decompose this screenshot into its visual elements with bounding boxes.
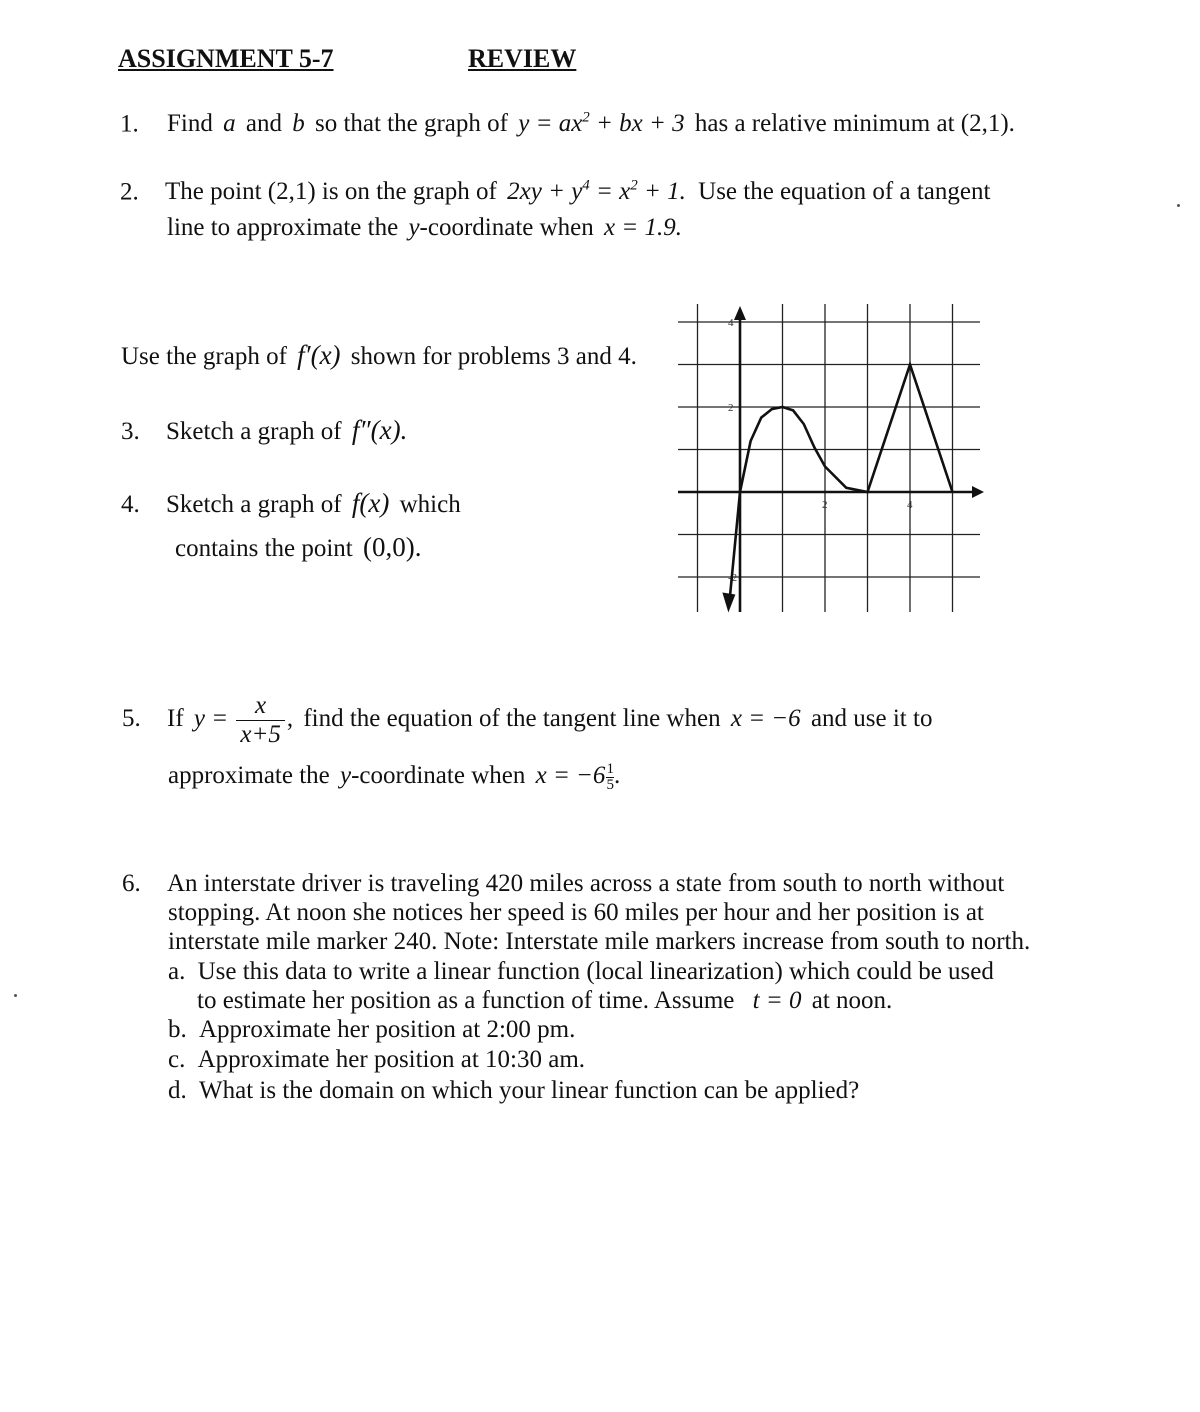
part-a-equation: t = 0	[752, 987, 802, 1014]
y-axis-arrow	[734, 306, 746, 320]
f-prime-curve	[729, 365, 952, 603]
problem-6d	[168, 1077, 859, 1105]
x-axis-arrow	[972, 486, 984, 498]
problem-2-x-value: x = 1.9.	[604, 214, 682, 241]
var-y: y	[408, 214, 420, 241]
assignment-title: ASSIGNMENT 5-7	[118, 44, 334, 73]
eq-part: 2xy + y	[507, 178, 583, 206]
mixed-denominator: 5	[606, 777, 614, 793]
problem-4-line-1	[121, 488, 461, 519]
problem-5-line-2	[168, 762, 620, 793]
eq-part: = x	[589, 178, 631, 206]
problem-6-line-1	[122, 870, 1004, 898]
problem-5-comma: ,	[286, 705, 294, 733]
problem-5-fraction	[236, 692, 284, 749]
mixed-numerator: 1	[606, 761, 614, 777]
problem-6a-line-1	[168, 958, 994, 986]
tick-labels	[728, 317, 913, 584]
problem-5-x2: x = −6	[535, 762, 606, 790]
problem-1-text-4: has a relative minimum at (2,1).	[694, 110, 1015, 138]
review-title: REVIEW	[468, 44, 577, 73]
graph-intro-text-1: Use the graph of	[121, 343, 287, 370]
problem-3	[121, 415, 407, 446]
part-a-label: a.	[168, 958, 186, 985]
eq-exponent: 2	[630, 178, 638, 194]
fraction-denominator: x+5	[240, 721, 281, 748]
problem-2-line-1	[120, 178, 990, 206]
problem-4-number: 4.	[121, 491, 140, 518]
mixed-fraction	[606, 762, 614, 793]
y-tick-label: 4	[728, 317, 734, 329]
f-double-prime-label: f″(x).	[351, 415, 408, 445]
eq-part: + 1.	[637, 178, 686, 206]
problem-4-line-2	[175, 532, 421, 563]
problem-6-number: 6.	[122, 870, 141, 897]
problem-3-number: 3.	[121, 418, 140, 445]
problem-6-text-1: An interstate driver is traveling 420 miles across a state from south to north without	[167, 870, 1005, 897]
var-a: a	[223, 110, 236, 138]
problem-4-text-2: which	[399, 491, 461, 518]
problem-1-text-3: so that the graph of	[314, 110, 508, 138]
part-c-label: c.	[168, 1046, 186, 1073]
problem-2-line-2-b: -coordinate when	[419, 214, 594, 241]
part-a-text-2: to estimate her position as a function of time. Assume	[197, 987, 735, 1014]
part-c-text: Approximate her position at 10:30 am.	[197, 1046, 586, 1073]
graph-intro-text-2: shown for problems 3 and 4.	[350, 343, 637, 370]
problem-1-text-1: Find	[167, 110, 213, 138]
problem-6a-line-2	[197, 987, 892, 1015]
problem-2-text-2: Use the equation of a tangent	[698, 178, 991, 206]
y-tick-label: 2	[728, 402, 734, 414]
var-y: y	[340, 762, 352, 790]
problem-5-y-eq: y =	[193, 705, 229, 733]
eq-part: + bx + 3	[589, 110, 685, 138]
f-prime-label: f′(x)	[297, 340, 341, 370]
problem-6c	[168, 1046, 585, 1074]
problem-2-line-2-a: line to approximate the	[167, 214, 399, 241]
problem-3-text: Sketch a graph of	[166, 418, 342, 445]
part-a-text: Use this data to write a linear function (local linearization) which could be used	[197, 958, 994, 985]
part-d-text: What is the domain on which your linear function can be applied?	[199, 1077, 860, 1104]
problem-1-equation	[518, 110, 684, 137]
problem-1-number: 1.	[120, 110, 139, 138]
problem-4-text: Sketch a graph of	[166, 491, 342, 518]
y-tick-label: -2	[728, 572, 738, 584]
problem-5-line-2-a: approximate the	[168, 762, 330, 790]
problem-5-number: 5.	[122, 705, 141, 733]
grid	[678, 304, 980, 612]
f-prime-graph	[672, 296, 984, 616]
problem-6-line-3: interstate mile marker 240. Note: Interstate mile markers increase from south to north.	[168, 928, 1031, 955]
eq-exponent: 2	[582, 110, 590, 126]
problem-6b	[168, 1016, 575, 1044]
scan-speck	[1177, 204, 1180, 207]
f-label: f(x)	[351, 488, 390, 518]
problem-5-text-2: and use it to	[810, 705, 933, 733]
problem-2-line-2	[167, 214, 682, 242]
problem-1-text-2: and	[245, 110, 282, 138]
problem-5-if: If	[167, 705, 184, 733]
problem-4-line-2-text: contains the point	[175, 535, 353, 562]
eq-exponent: 4	[582, 178, 590, 194]
graph-intro	[121, 340, 637, 371]
problem-2-equation	[507, 178, 686, 205]
eq-part: y = ax	[518, 110, 583, 138]
problem-2-text-1: The point (2,1) is on the graph of	[165, 178, 497, 206]
part-a-end: at noon.	[811, 987, 893, 1014]
problem-5-line-2-b: -coordinate when	[351, 762, 526, 790]
problem-5-text-1: find the equation of the tangent line when	[303, 705, 721, 733]
part-b-label: b.	[168, 1016, 187, 1043]
var-b: b	[292, 110, 305, 138]
part-b-text: Approximate her position at 2:00 pm.	[199, 1016, 576, 1043]
axes	[678, 306, 984, 613]
x-tick-label: 2	[822, 499, 828, 511]
point-label: (0,0).	[363, 532, 422, 562]
x-tick-label: 4	[907, 499, 913, 511]
problem-5-period: .	[613, 762, 621, 790]
problem-5-x-value: x = −6	[730, 705, 801, 733]
problem-2-number: 2.	[120, 178, 139, 206]
problem-5-line-1	[122, 692, 932, 749]
scan-speck	[14, 994, 17, 997]
problem-1	[120, 110, 1015, 138]
problem-6-line-2: stopping. At noon she notices her speed is 60 miles per hour and her position is at	[168, 899, 984, 926]
part-d-label: d.	[168, 1077, 187, 1104]
fraction-numerator: x	[236, 692, 284, 721]
